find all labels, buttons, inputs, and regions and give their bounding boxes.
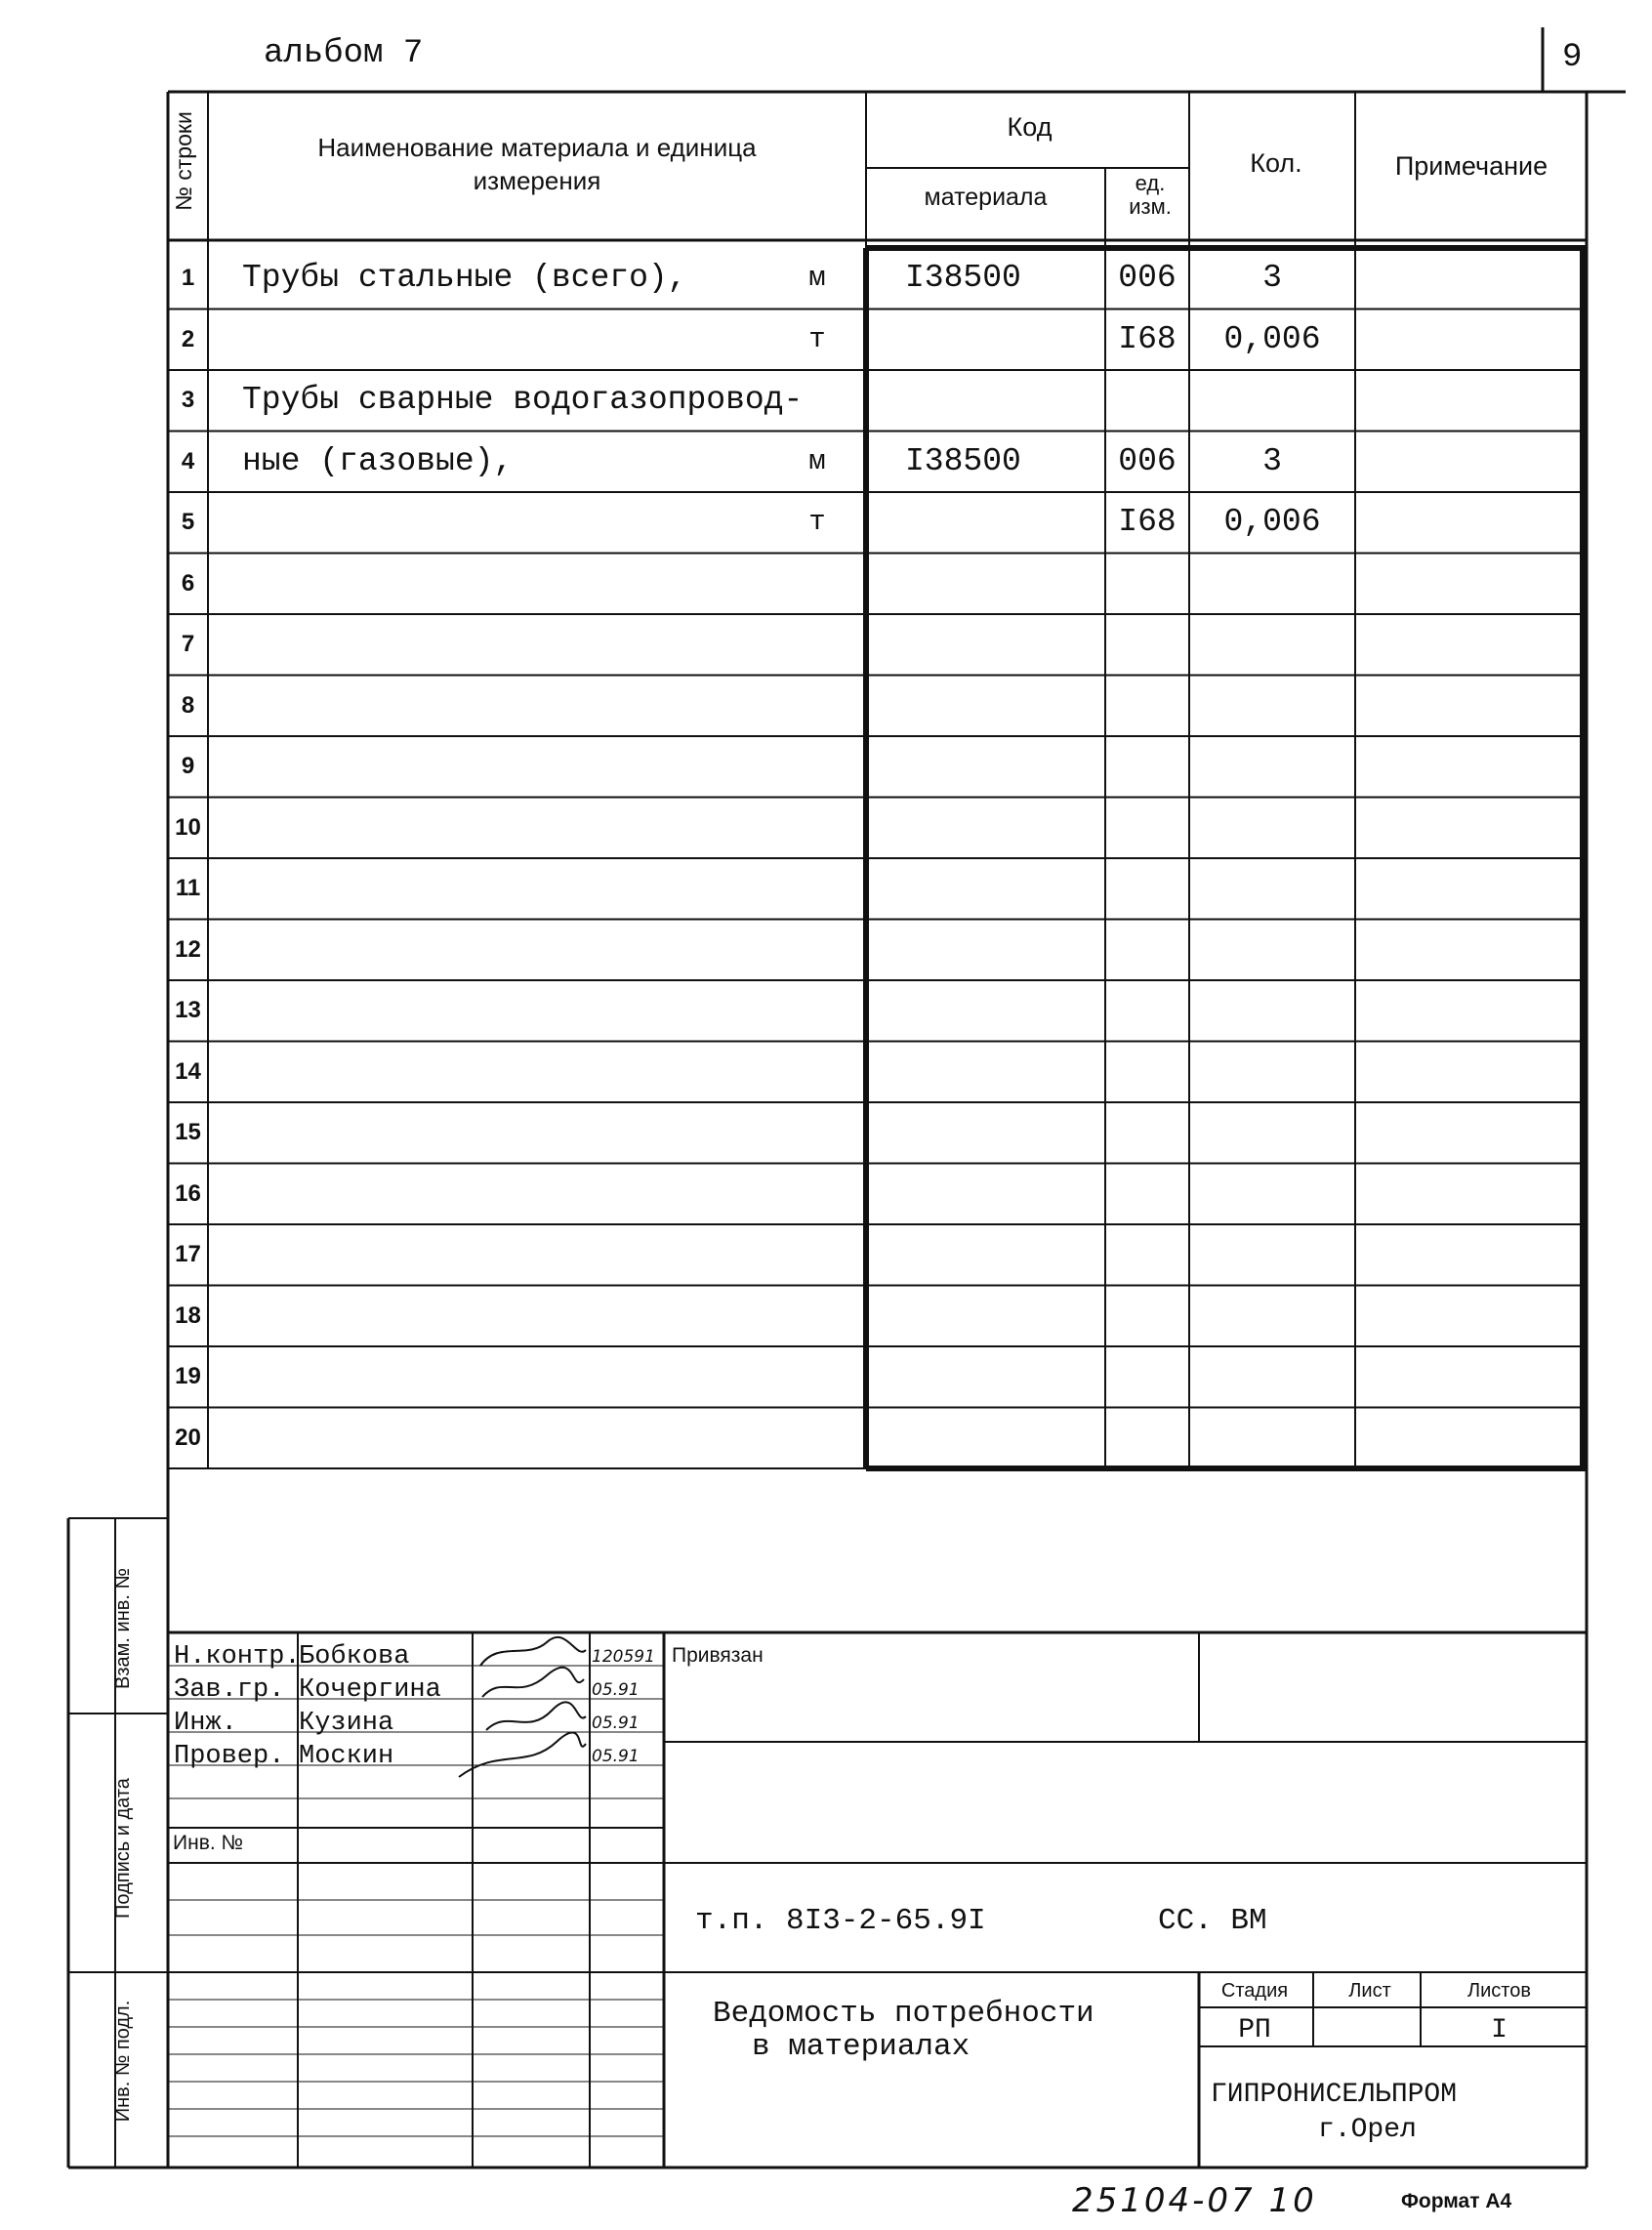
sheet-label: Лист [1348, 1980, 1391, 2002]
stamp-name: Бобкова [299, 1642, 410, 1672]
quantity: 3 [1262, 260, 1282, 296]
unit-code [1105, 1224, 1189, 1286]
table-row [168, 980, 1587, 1042]
unit-letter [788, 736, 847, 798]
unit-code [1105, 1346, 1189, 1408]
quantity [1191, 1346, 1353, 1408]
note [1359, 736, 1583, 798]
signature-scribble [486, 1702, 586, 1730]
privyazan-label: Привязан [672, 1644, 764, 1667]
table-row [168, 798, 1587, 859]
stamp-role: Н.контр. [174, 1642, 301, 1672]
doc-title-1: Ведомость потребности [713, 1997, 1094, 2031]
note [1359, 370, 1583, 432]
table-row [168, 858, 1587, 920]
row-number: 10 [175, 813, 201, 841]
unit-letter [788, 980, 847, 1042]
unit-code [1105, 370, 1189, 432]
row-number: 1 [181, 265, 195, 291]
material-code [905, 1164, 1061, 1225]
note [1359, 858, 1583, 920]
material-code: I38500 [905, 442, 1021, 479]
row-number: 7 [181, 631, 195, 657]
unit-letter: м [808, 262, 826, 294]
quantity [1191, 1164, 1353, 1225]
unit-letter [788, 798, 847, 859]
stamp-date: 120591 [592, 1647, 655, 1667]
material-name [242, 920, 789, 981]
material-name: Трубы сварные водогазопровод- [242, 382, 804, 418]
stamp-role: Провер. [174, 1742, 285, 1771]
material-name [242, 798, 789, 859]
material-name [242, 676, 789, 737]
table-row [168, 736, 1587, 798]
quantity [1191, 554, 1353, 615]
stage-value: РП [1238, 2015, 1271, 2045]
table-row [168, 432, 1587, 493]
note [1359, 1224, 1583, 1286]
unit-letter [788, 1224, 847, 1286]
row-number: 11 [175, 875, 201, 901]
note [1359, 980, 1583, 1042]
designation-right: СС. ВМ [1158, 1904, 1267, 1938]
note [1359, 798, 1583, 859]
unit-code [1105, 1042, 1189, 1103]
table-row [168, 554, 1587, 615]
unit-letter: м [808, 444, 826, 477]
quantity [1191, 1408, 1353, 1469]
header-row-no: № строки [171, 111, 196, 211]
note [1359, 1408, 1583, 1469]
material-name [242, 614, 789, 676]
unit-code: 006 [1118, 260, 1177, 296]
stamp-date: 05.91 [592, 1680, 640, 1700]
material-code [905, 798, 1061, 859]
format-label: Формат А4 [1401, 2190, 1512, 2212]
unit-letter [788, 1164, 847, 1225]
material-name [242, 1408, 789, 1469]
row-number: 13 [175, 997, 201, 1023]
table-row [168, 1164, 1587, 1225]
header-qty: Кол. [1250, 148, 1302, 178]
note [1359, 310, 1583, 371]
row-number: 2 [181, 325, 195, 352]
material-code [905, 1102, 1061, 1164]
row-number: 15 [175, 1119, 201, 1145]
material-code [905, 736, 1061, 798]
material-code [905, 1224, 1061, 1286]
stage-label: Стадия [1220, 1980, 1289, 2002]
row-number: 8 [181, 691, 195, 719]
sheets-label: Листов [1467, 1980, 1531, 2002]
material-name [242, 858, 789, 920]
table-row [168, 370, 1587, 432]
note [1359, 554, 1583, 615]
material-code [905, 858, 1061, 920]
material-code [905, 920, 1061, 981]
header-note: Примечание [1394, 151, 1549, 181]
unit-letter [788, 370, 847, 432]
note [1359, 248, 1583, 310]
stamp-role: Зав.гр. [174, 1675, 285, 1705]
row-number: 17 [175, 1241, 201, 1267]
note [1359, 1042, 1583, 1103]
inv-no-label: Инв. № [173, 1832, 244, 1854]
material-code [905, 1286, 1061, 1347]
quantity: 0,006 [1223, 320, 1321, 357]
quantity: 3 [1262, 442, 1282, 479]
note [1359, 1164, 1583, 1225]
unit-letter [788, 676, 847, 737]
stamp-name: Москин [299, 1742, 394, 1771]
material-name [242, 310, 789, 371]
quantity [1191, 798, 1353, 859]
designation-left: т.п. 8I3-2-65.9I [695, 1904, 986, 1938]
note [1359, 920, 1583, 981]
unit-letter [788, 1408, 847, 1469]
signature-scribble [482, 1668, 584, 1697]
quantity [1191, 858, 1353, 920]
table-row [168, 1102, 1587, 1164]
row-number: 18 [175, 1301, 201, 1329]
unit-letter [788, 1102, 847, 1164]
unit-letter: т [808, 322, 826, 355]
unit-code [1105, 676, 1189, 737]
note [1359, 614, 1583, 676]
material-code [905, 310, 1061, 371]
material-name [242, 1224, 789, 1286]
row-number: 4 [181, 447, 195, 475]
material-name [242, 736, 789, 798]
material-name [242, 1346, 789, 1408]
note [1359, 1346, 1583, 1408]
footer-number: 25104-07 10 [1072, 2181, 1317, 2220]
table-row [168, 614, 1587, 676]
table-row [168, 492, 1587, 554]
material-name [242, 980, 789, 1042]
note [1359, 432, 1583, 493]
margin-podpis: Подпись и дата [112, 1778, 134, 1919]
material-code [905, 1042, 1061, 1103]
quantity [1191, 1042, 1353, 1103]
table-row [168, 1286, 1587, 1347]
note [1359, 1286, 1583, 1347]
margin-vzam: Взам. инв. № [112, 1568, 134, 1689]
unit-code [1105, 736, 1189, 798]
row-number: 20 [175, 1424, 201, 1451]
table-row [168, 248, 1587, 310]
unit-code [1105, 1164, 1189, 1225]
material-name [242, 492, 789, 554]
note [1359, 1102, 1583, 1164]
unit-letter [788, 554, 847, 615]
stamp-date: 05.91 [592, 1714, 640, 1733]
row-number: 16 [175, 1179, 201, 1207]
header-name: Наименование материала и единица измерения [317, 133, 757, 195]
unit-letter [788, 858, 847, 920]
unit-code [1105, 1408, 1189, 1469]
unit-letter [788, 920, 847, 981]
quantity [1191, 1102, 1353, 1164]
material-code [905, 554, 1061, 615]
margin-inv-podl: Инв. № подл. [112, 2000, 134, 2123]
org-name: ГИПРОНИСЕЛЬПРОМ [1211, 2080, 1458, 2110]
unit-letter [788, 1286, 847, 1347]
table-row [168, 310, 1587, 371]
album-label: альбом 7 [264, 35, 424, 72]
quantity [1191, 736, 1353, 798]
material-name: ные (газовые), [242, 442, 514, 479]
material-name [242, 1102, 789, 1164]
material-name [242, 554, 789, 615]
doc-title-2: в материалах [752, 2030, 971, 2064]
unit-code: I68 [1118, 504, 1177, 540]
unit-code [1105, 1286, 1189, 1347]
row-number: 14 [175, 1057, 201, 1085]
unit-letter: т [808, 506, 826, 538]
table-row [168, 676, 1587, 737]
stamp-role: Инж. [174, 1709, 237, 1738]
page-number: 9 [1562, 39, 1583, 76]
unit-code [1105, 554, 1189, 615]
unit-code [1105, 920, 1189, 981]
material-code: I38500 [905, 260, 1021, 296]
signature-scribble [459, 1732, 586, 1777]
note [1359, 676, 1583, 737]
stamp-name: Кочергина [299, 1675, 441, 1705]
table-row [168, 1042, 1587, 1103]
quantity [1191, 370, 1353, 432]
signature-scribble [480, 1637, 586, 1666]
material-name [242, 1286, 789, 1347]
unit-code [1105, 980, 1189, 1042]
quantity [1191, 614, 1353, 676]
header-code-unit: ед. изм. [1129, 171, 1172, 219]
unit-code: 006 [1118, 442, 1177, 479]
quantity [1191, 980, 1353, 1042]
material-code [905, 614, 1061, 676]
table-row [168, 1346, 1587, 1408]
material-code [905, 370, 1061, 432]
stamp-name: Кузина [299, 1709, 394, 1738]
material-code [905, 1408, 1061, 1469]
quantity [1191, 1224, 1353, 1286]
sheets-value: I [1491, 2015, 1507, 2045]
unit-letter [788, 1042, 847, 1103]
quantity: 0,006 [1223, 504, 1321, 540]
material-name [242, 1164, 789, 1225]
unit-code [1105, 614, 1189, 676]
table-row [168, 1224, 1587, 1286]
row-number: 3 [181, 387, 195, 413]
header-code-material: материала [924, 184, 1048, 211]
note [1359, 492, 1583, 554]
unit-code [1105, 1102, 1189, 1164]
row-number: 19 [175, 1363, 201, 1389]
quantity [1191, 920, 1353, 981]
material-code [905, 980, 1061, 1042]
material-code [905, 676, 1061, 737]
unit-letter [788, 1346, 847, 1408]
table-row [168, 1408, 1587, 1469]
stamp-date: 05.91 [592, 1747, 640, 1766]
unit-code: I68 [1118, 320, 1177, 357]
material-name: Трубы стальные (всего), [242, 260, 687, 296]
row-number: 5 [181, 509, 195, 535]
row-number: 6 [181, 569, 195, 597]
unit-code [1105, 858, 1189, 920]
org-city: г.Орел [1318, 2115, 1417, 2145]
quantity [1191, 676, 1353, 737]
material-code [905, 492, 1061, 554]
quantity [1191, 1286, 1353, 1347]
material-name [242, 1042, 789, 1103]
table-row [168, 920, 1587, 981]
material-code [905, 1346, 1061, 1408]
unit-letter [788, 614, 847, 676]
row-number: 9 [181, 753, 195, 779]
row-number: 12 [175, 935, 201, 963]
unit-code [1105, 798, 1189, 859]
header-code: Код [1007, 112, 1053, 142]
